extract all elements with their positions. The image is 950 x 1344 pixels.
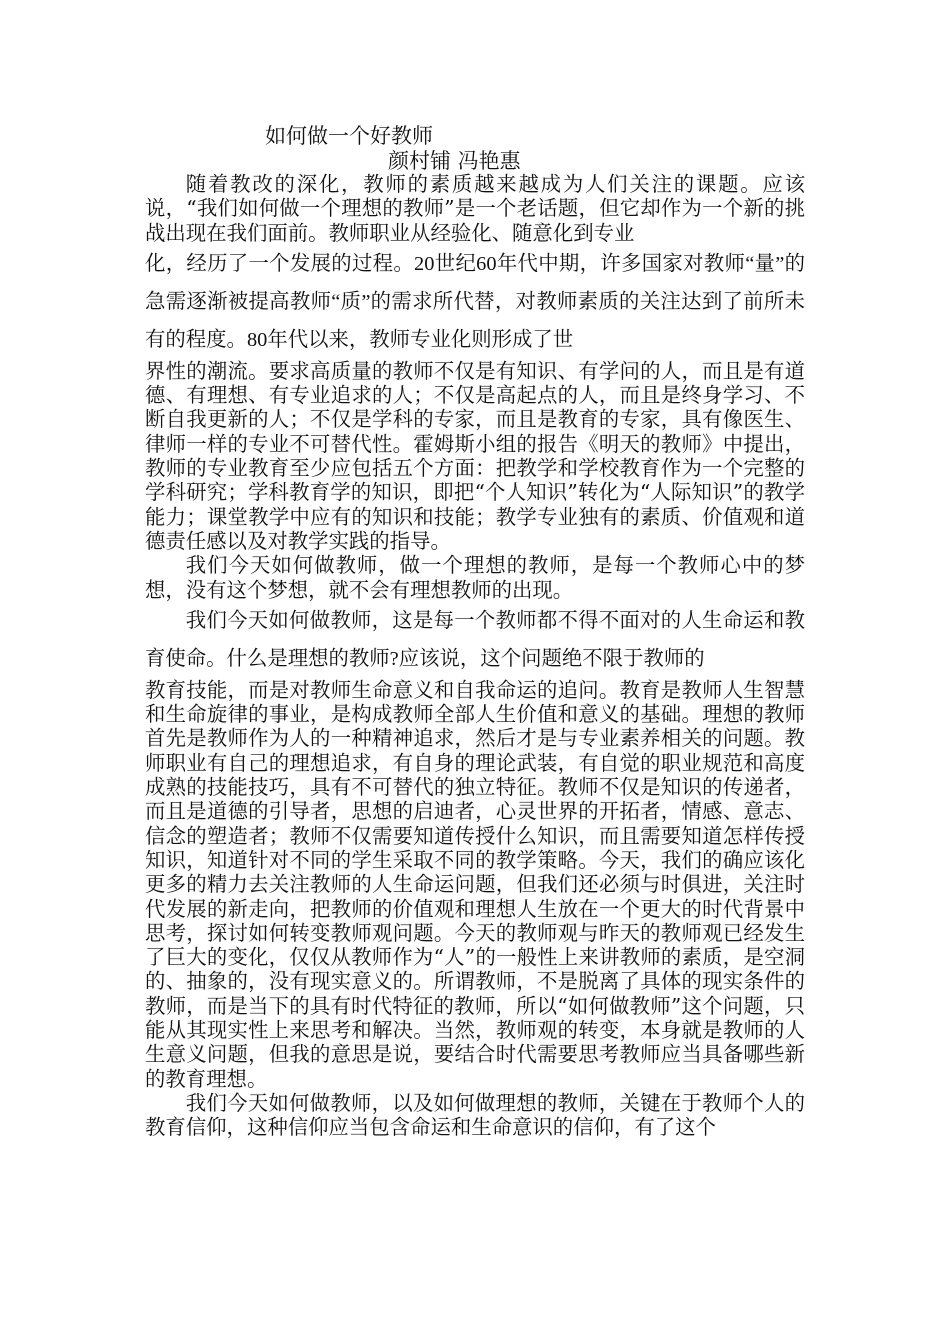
paragraph-3: 我们今天如何做教师，这是每一个教师都不得不面对的人生命运和教育使命。什么是理想的教师?应该说，这个问题绝不限于教师的 <box>145 609 805 670</box>
paragraph-1-continued: 化，经历了一个发展的过程。20世纪60年代中期，许多国家对教师“量”的急需逐渐被提高教师“质”的需求所代替，对教师素质的关注达到了前所未有的程度。80年代以来，教师专业化则形成了世 <box>145 252 805 351</box>
paragraph-1-end: 界性的潮流。要求高质量的教师不仅是有知识、有学问的人，而且是有道德、有理想、有专业追求的人；不仅是高起点的人，而且是终身学习、不断自我更新的人；不仅是学科的专家，而且是教育的专家，具有像医生、律师一样的专业不可替代性。霍姆斯小组的报告《明天的教师》中提出，教师的专业教育至少应包括五个方面：把教学和学校教育作为一个完整的学科研究；学科教育学的知识，即把“个人知识”转化为“人际知识”的教学能力；课堂教学中应有的知识和技能；教学专业独有的素质、价值观和道德责任感以及对教学实践的指导。 <box>145 358 805 553</box>
paragraph-3-continued: 教育技能，而是对教师生命意义和自我命运的追问。教育是教师人生智慧和生命旋律的事业，是构成教师全部人生价值和意义的基础。理想的教师首先是教师作为人的一种精神追求，然后才是与专业素养相关的问题。教师职业有自己的理想追求，有自身的理论武装，有自觉的职业规范和高度成熟的技能技巧，具有不可替代的独立特征。教师不仅是知识的传递者，而且是道德的引导者，思想的启迪者，心灵世界的开拓者，情感、意志、信念的塑造者；教师不仅需要知道传授什么知识，而且需要知道怎样传授知识，知道针对不同的学生采取不同的教学策略。今天，我们的确应该化更多的精力去关注教师的人生命运问题，但我们还必须与时俱进，关注时代发展的新走向，把教师的价值观和理想人生放在一个更大的时代背景中思考，探讨如何转变教师观问题。今天的教师观与昨天的教师观已经发生了巨大的变化，仅仅从教师作为“人”的一般性上来讲教师的素质，是空洞的、抽象的，没有现实意义的。所谓教师，不是脱离了具体的现实条件的教师，而是当下的具有时代特征的教师，所以“如何做教师”这个问题，只能从其现实性上来思考和解决。当然，教师观的转变，本身就是教师的人生意义问题，但我的意思是说，要结合时代需要思考教师应当具备哪些新的教育理想。 <box>145 677 805 1091</box>
paragraph-2: 我们今天如何做教师，做一个理想的教师，是每一个教师心中的梦想，没有这个梦想，就不会有理想教师的出现。 <box>145 553 805 602</box>
paragraph-4: 我们今天如何做教师，以及如何做理想的教师，关键在于教师个人的教育信仰，这种信仰应当包含命运和生命意识的信仰，有了这个 <box>145 1090 805 1140</box>
document-body <box>145 172 805 1140</box>
document-authors: 颜村铺 冯艳惠 <box>388 149 521 173</box>
paragraph-1: 随着教改的深化，教师的素质越来越成为人们关注的课题。应该说，“我们如何做一个理想的教师”是一个老话题，但它却作为一个新的挑战出现在我们面前。教师职业从经验化、随意化到专业 <box>145 172 805 245</box>
document-title: 如何做一个好教师 <box>265 124 433 148</box>
